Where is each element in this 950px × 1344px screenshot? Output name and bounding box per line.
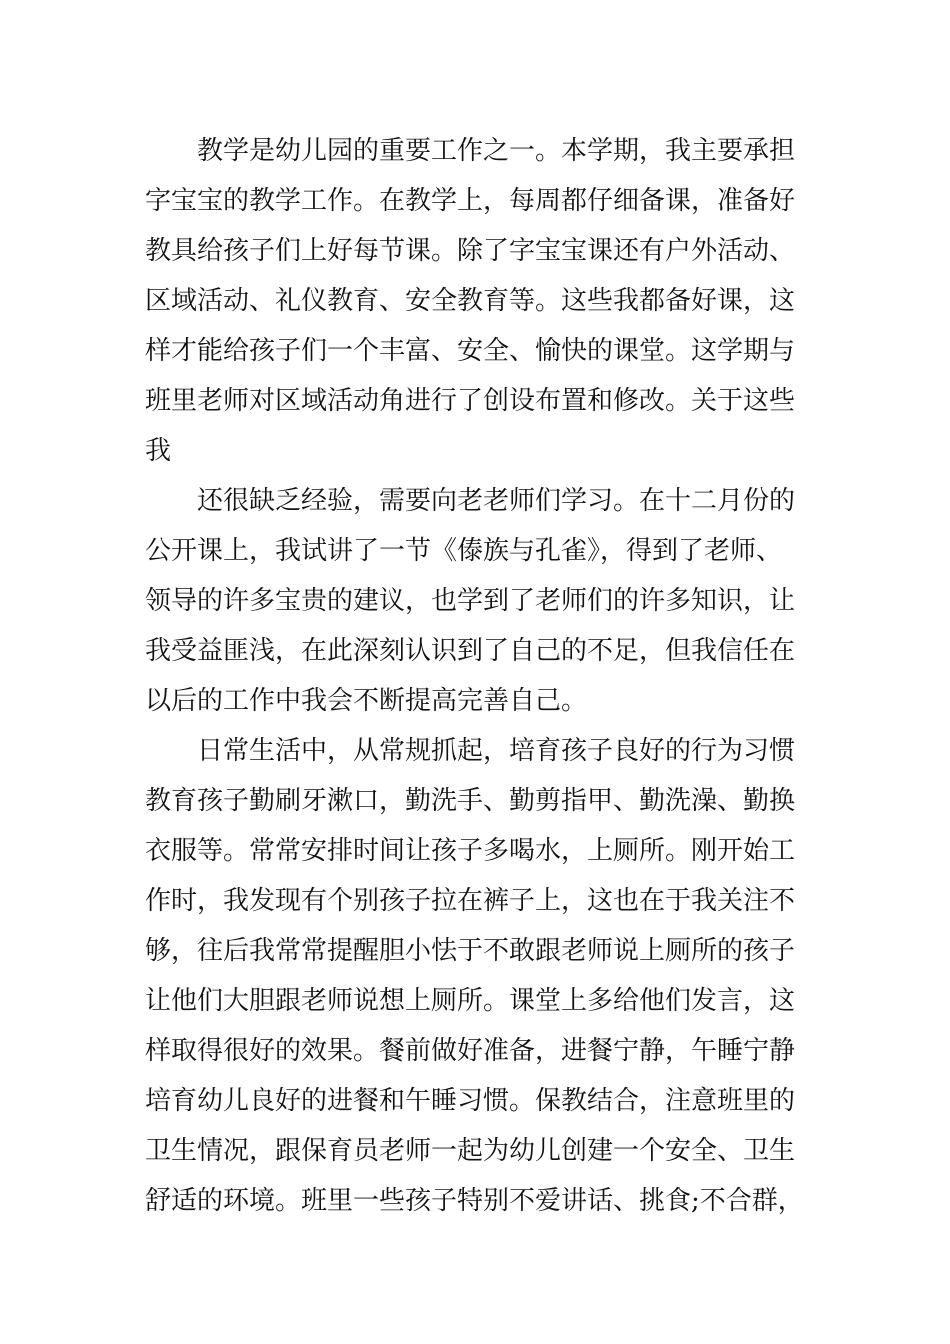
text-line: 培育幼儿良好的进餐和午睡习惯。保教结合，注意班里的 (145, 1086, 796, 1116)
text-line: 字宝宝的教学工作。在教学上，每周都仔细备课，准备好 (145, 186, 796, 216)
paragraph-1 (145, 126, 810, 476)
text-line: 我受益匪浅，在此深刻认识到了自己的不足，但我信任在 (145, 636, 796, 666)
text-line: 日常生活中，从常规抓起，培育孩子良好的行为习惯 (197, 736, 796, 766)
text-line: 教具给孩子们上好每节课。除了字宝宝课还有户外活动、 (145, 236, 796, 266)
text-line: 样才能给孩子们一个丰富、安全、愉快的课堂。这学期与 (145, 336, 796, 366)
text-line: 让他们大胆跟老师说想上厕所。课堂上多给他们发言，这 (145, 986, 796, 1016)
document-body (145, 126, 810, 1226)
text-line: 区域活动、礼仪教育、安全教育等。这些我都备好课，这 (145, 286, 796, 316)
text-line: 还很缺乏经验，需要向老老师们学习。在十二月份的 (197, 486, 796, 516)
text-line: 公开课上，我试讲了一节《傣族与孔雀》，得到了老师、 (145, 536, 783, 566)
text-line: 衣服等。常常安排时间让孩子多喝水，上厕所。刚开始工 (145, 836, 796, 866)
text-line: 教学是幼儿园的重要工作之一。本学期，我主要承担 (197, 136, 796, 166)
text-line: 舒适的环境。班里一些孩子特别不爱讲话、挑食;不合群， (145, 1186, 804, 1216)
text-line: 作时，我发现有个别孩子拉在裤子上，这也在于我关注不 (145, 886, 796, 916)
text-line: 以后的工作中我会不断提高完善自己。 (145, 686, 588, 716)
text-line: 样取得很好的效果。餐前做好准备，进餐宁静，午睡宁静 (145, 1036, 796, 1066)
text-line: 班里老师对区域活动角进行了创设布置和修改。关于这些 (145, 386, 796, 416)
paragraph-2 (145, 476, 810, 726)
text-line: 我 (145, 436, 172, 466)
text-line: 领导的许多宝贵的建议，也学到了老师们的许多知识，让 (145, 586, 796, 616)
text-line: 够，往后我常常提醒胆小怯于不敢跟老师说上厕所的孩子 (145, 936, 796, 966)
paragraph-3 (145, 726, 810, 1226)
text-line: 卫生情况，跟保育员老师一起为幼儿创建一个安全、卫生 (145, 1136, 796, 1166)
text-line: 教育孩子勤刷牙漱口，勤洗手、勤剪指甲、勤洗澡、勤换 (145, 786, 796, 816)
